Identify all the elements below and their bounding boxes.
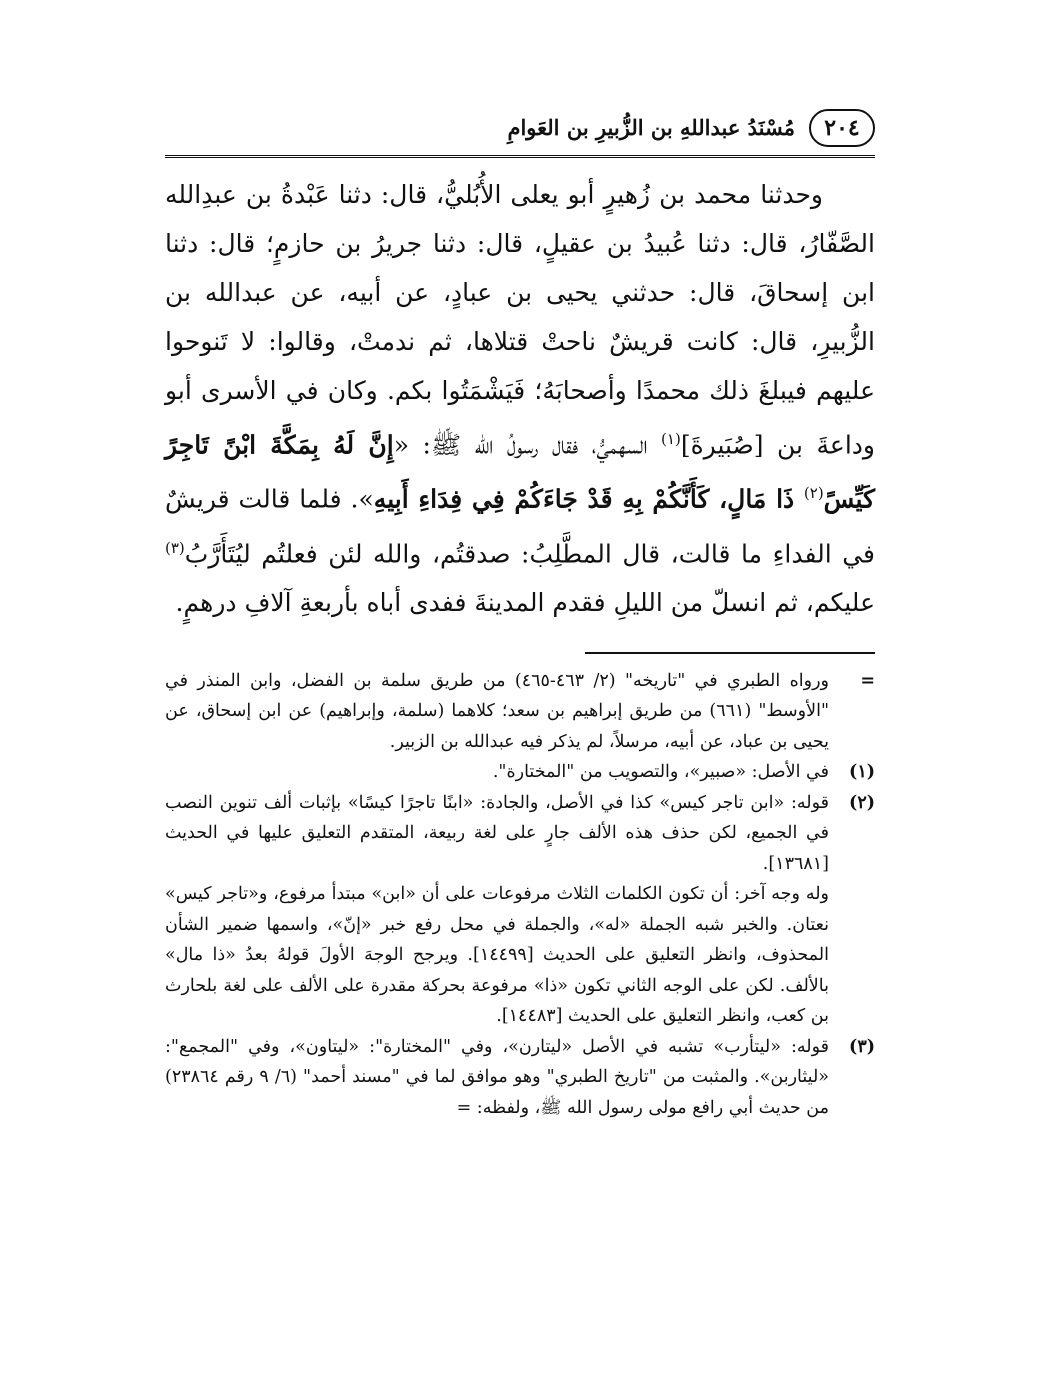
- footnote-ref-2[interactable]: (٢): [803, 484, 824, 503]
- text-part-1: وحدثنا محمد بن زُهيرٍ أبو يعلى الأُبُليُّ، قال: دثنا عَبْدةُ بن عبدِالله الصَّفّارُ، قال: دثنا عُبيدُ بن عقيلٍ، قال: دثنا جريرُ بن حازمٍ؛ قال: دثنا ابن إسحاقَ، قال: حدثني يحيى بن عبادٍ، عن أبيه، عن عبدالله بن الزُّبيرِ، قال: كانت قريشٌ ناحتْ قتلاها، ثم ندمتْ، وقالوا: لا تَنوحوا عليهم فيبلغَ ذلك محمدًا وأصحابَهُ؛ فَيَشْمَتُوا بكم. وكان في الأسرى أبو وداعةَ بن [صُبَيرةَ]: [165, 180, 875, 460]
- footnote-continued-mark: =: [860, 670, 875, 691]
- running-title: مُسْنَدُ عبداللهِ بن الزُّبيرِ بن العَوامِ: [507, 115, 795, 140]
- footnote-3: [165, 1032, 875, 1124]
- text-part-2: السهميُّ، فقال رسولُ الله ﷺ: «: [393, 430, 662, 460]
- document-page: [165, 100, 875, 1123]
- page-number: ٢٠٤: [809, 109, 875, 147]
- footnote-continued: [165, 666, 875, 758]
- footnote-2-mark: (٢): [849, 792, 875, 813]
- text-part-4: عليكم، ثم انسلّ من الليلِ فقدم المدينةَ ففدى أباه بأربعةِ آلافِ درهمٍ.: [175, 587, 875, 617]
- hadith-text-1: إِنَّ لَهُ بِمَكَّةَ ابْنًَ تَاجِرً كَيِّسً: [165, 430, 875, 514]
- footnote-ref-1[interactable]: (١): [661, 430, 681, 448]
- text-part-3: ». فلما قالت قريشٌ في الفداءِ ما قالت، قال المطَّلِبُ: صدقتُم، والله لئن فعلتُم ليُتَأَرَّبُ: [165, 484, 875, 568]
- footnote-ref-3[interactable]: (٣): [165, 538, 185, 557]
- footnotes: [165, 666, 875, 1124]
- footnote-3-text: قوله: «ليتأرب» تشبه في الأصل «ليتارن»، وفي "المختارة": «ليتاون»، وفي "المجمع": «ليثاربن». والمثبت من "تاريخ الطبري" وهو موافق لما في "مسند أحمد" (٦/ ٩ رقم ٢٣٨٦٤) من حديث أبي رافع مولى رسول الله ﷺ، ولفظه: =: [165, 1036, 829, 1118]
- footnote-1: [165, 757, 875, 788]
- main-text: [165, 170, 875, 627]
- footnote-2-text: قوله: «ابن تاجر كيس» كذا في الأصل، والجادة: «ابنًا تاجرًا كيسًا» بإثبات ألف تنوين النصب في الجميع، لكن حذف هذه الألف جارٍ على لغة ربيعة، المتقدم التعليق عليها في الحديث [١٣٦٨١].: [165, 792, 829, 874]
- footnote-1-mark: (١): [849, 762, 875, 783]
- footnote-continued-text: ورواه الطبري في "تاريخه" (٢/ ٤٦٣-٤٦٥) من طريق سلمة بن الفضل، وابن المنذر في "الأوسط" (٦٦١) من طريق إبراهيم بن سعد؛ كلاهما (سلمة، وإبراهيم) عن ابن إسحاق، عن يحيى بن عباد، عن أبيه، مرسلاً، لم يذكر فيه عبدالله بن الزبير.: [165, 670, 829, 752]
- footnote-2-extra: وله وجه آخر: أن تكون الكلمات الثلاث مرفوعات على أن «ابن» مبتدأ مرفوع، و«تاجر كيس» نعتان. والخبر شبه الجملة «له»، والجملة في محل رفع خبر «إنّ»، واسمها ضمير الشأن المحذوف، وانظر التعليق على الحديث [١٤٤٩٩]. ويرجح الوجهَ الأولَ قولهُ بعدُ «ذا مال» بالألف. لكن على الوجه الثاني تكون «ذا» مرفوعة بحركة مقدرة على الألف على لغة بلحارث بن كعب، وانظر التعليق على الحديث [١٤٤٨٣].: [165, 884, 829, 1027]
- footnote-1-text: في الأصل: «صبير»، والتصويب من "المختارة".: [492, 762, 829, 783]
- footnote-divider: [585, 652, 875, 654]
- page-header: [165, 100, 875, 158]
- hadith-text-2: ذَا مَالٍ، كَأَنَّكُمْ بِهِ قَدْ جَاءَكُمْ فِي فِدَاءِ أَبِيهِ: [373, 484, 804, 514]
- footnote-2: [165, 788, 875, 880]
- footnote-3-mark: (٣): [849, 1036, 875, 1057]
